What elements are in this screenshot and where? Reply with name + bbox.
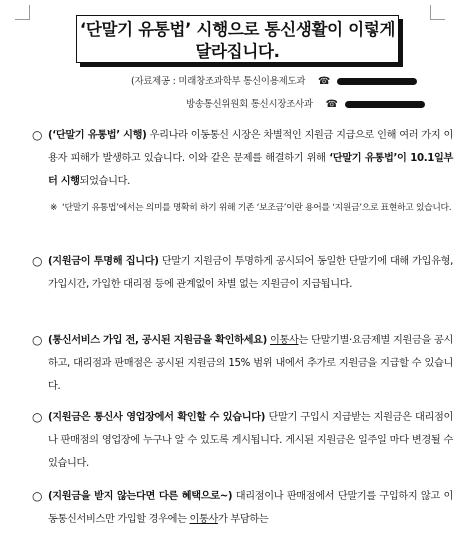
phone-icon: ☎	[325, 99, 338, 110]
crop-mark-top-right	[430, 5, 445, 20]
section-3	[32, 329, 454, 398]
crop-mark-top-left	[15, 5, 30, 20]
section-3-body: 는 단말기별·요금제별 지원금을 공시하고, 대리점과 판매점은 공시된 지원금의 15% 범위 내에서 추가로 지원금을 지급할 수 있습니다.	[48, 335, 454, 392]
title-line-1: ‘단말기 유통법’ 시행으로 통신생활이 이렇게	[79, 20, 396, 39]
bullet-circle: ○	[32, 128, 43, 142]
source-label: (자료제공 :	[131, 76, 179, 87]
section-1-heading: (‘단말기 유통법’ 시행)	[48, 130, 147, 141]
source-org-1: 미래창조과학부 통신이용제도과	[178, 76, 306, 87]
source-line-2	[186, 96, 425, 110]
title-line-2: 달라집니다.	[195, 42, 280, 61]
phone-icon: ☎	[317, 76, 331, 87]
redacted-phone-2	[345, 101, 425, 108]
section-2-heading: (지원금이 투명해 집니다)	[48, 256, 159, 267]
section-2-body: 단말기 지원금이 투명하게 공시되어 동일한 단말기에 대해 가입유형, 가입시간, 가입한 대리점 등에 관계없이 차별 없는 지원금이 지급됩니다.	[48, 256, 453, 290]
bullet-circle: ○	[32, 489, 43, 503]
section-5-heading: (지원금을 받지 않는다면 다른 혜택으로~)	[48, 491, 233, 502]
section-5-body-a: 대리점이나 판매점에서 단말기를 구입하지 않고 이동통신서비스만 가입할 경우에는	[48, 491, 453, 525]
section-1-body-b: 되었습니다.	[79, 176, 131, 187]
section-5	[32, 485, 453, 531]
source-line-1	[131, 73, 417, 87]
section-1-body-bold: ‘단말기 유통법’이 10.1일부터 시행	[48, 153, 454, 187]
section-1-body-a: 우리나라 이동통신 시장은 차별적인 지원금 지급으로 인해 여러 가지 이용자 피해가 발생하고 있습니다. 이와 같은 문제를 해결하기 위해	[48, 130, 454, 164]
section-3-underlined: 이통사	[270, 335, 299, 346]
note-text: ‘단말기 유통법’에서는 의미를 명확히 하기 위해 기존 ‘보조금’이란 용어를 ‘지원금’으로 표현하고 있습니다.	[62, 203, 452, 213]
source-org-2: 방송통신위원회 통신시장조사과	[186, 99, 313, 110]
section-4	[32, 406, 454, 475]
bullet-circle: ○	[32, 333, 43, 347]
note-mark: ※	[50, 203, 58, 213]
section-3-heading: (통신서비스 가입 전, 공시된 지원금을 확인하세요)	[48, 335, 267, 346]
bullet-circle: ○	[32, 410, 43, 424]
section-4-body: 단말기 구입시 지급받는 지원금은 대리점이나 판매점의 영업장에 누구나 알 수 있도록 게시됩니다. 게시된 지원금은 일주일 마다 변경될 수 있습니다.	[48, 412, 454, 469]
section-2	[32, 250, 453, 296]
bullet-circle: ○	[32, 254, 43, 268]
note	[50, 197, 452, 219]
document-title	[76, 15, 399, 63]
section-5-body-b: 가 부담하는	[218, 514, 269, 525]
redacted-phone-1	[337, 78, 417, 85]
section-4-heading: (지원금은 통신사 영업장에서 확인할 수 있습니다)	[48, 412, 266, 423]
section-5-underlined: 이통사	[189, 514, 219, 525]
section-1	[32, 124, 454, 193]
